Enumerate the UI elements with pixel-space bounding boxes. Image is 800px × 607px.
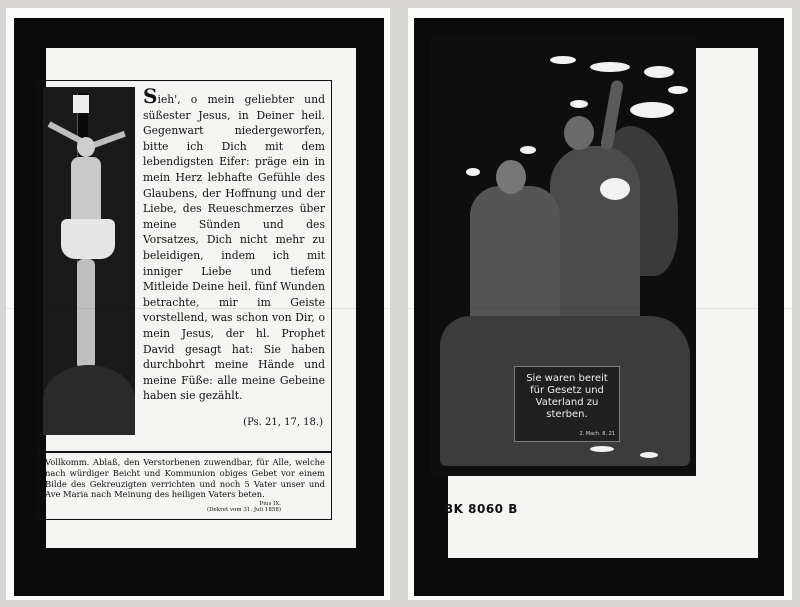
damage-spot [550,56,576,64]
damage-spot [570,100,588,108]
damage-spot [630,102,674,118]
figure-loincloth [61,219,115,259]
psalm-reference: (Ps. 21, 17, 18.) [243,417,323,428]
hill-landscape [43,365,135,435]
right-card-panel [408,8,792,600]
indulgence-section [38,452,332,520]
card-number: BK 8060 B [444,502,518,516]
fold-crease [408,308,792,309]
inscription-text: Sie waren bereit für Gesetz und Vaterland zu sterben. [526,373,608,420]
indulgence-text: Vollkomm. Ablaß, den Verstorbenen zuwendbar, für Alle, welche nach würdiger Beicht und Kommunion obiges Gebet vor einem Bilde des Gekreuzigten verrichten und noch 5 Vater unser und Ave Maria nach Meinung des heiligen Vaters beten. [45,457,325,500]
damage-spot [520,146,536,154]
angel-head [564,116,594,150]
figure-legs [77,259,95,369]
damage-spot [640,452,658,458]
figure-body [71,157,101,227]
damage-spot [668,86,688,94]
prayer-section [38,80,332,452]
damage-spot [590,446,614,452]
prayer-text: Sieh', o mein geliebter und süßester Jesus, in Deiner heil. Gegenwart niedergeworfen, bitte ich Dich mit dem lebendigsten Eifer: präge ein in mein Herz lebhafte Gefühle des Glaubens, der Hoffnung und der Liebe, des Reueschmerzes über meine Sünden und des Vorsatzes, Dich nicht mehr zu beleidigen, indem ich mit inniger Liebe und tiefem Mitleide Deine heil. fünf Wunden betrachte, mir im Geiste vorstellend, was schon von Dir, o mein Jesus, der hl. Prophet David gesagt hat: Sie haben durchbohrt meine Hände und meine Füße: alle meine Gebeine haben sie gezählt. [143,84,325,403]
fold-crease [6,308,390,309]
bible-reference: 2. Mach. 8, 21 [579,431,615,437]
figure-arm-right [90,131,126,149]
soldier-head [496,160,526,194]
inscription-plaque [514,366,620,442]
damage-spot [600,178,630,200]
damage-spot [590,62,630,72]
memorial-sculpture-photo [430,36,696,476]
decree-note: Pius IX. (Dekret vom 31. Juli 1858) [206,501,281,513]
inri-sign [73,95,89,113]
damage-spot [466,168,480,176]
figure-head [77,137,95,157]
crucifixion-image [43,87,135,435]
left-card-panel [6,8,390,600]
damage-spot [644,66,674,78]
